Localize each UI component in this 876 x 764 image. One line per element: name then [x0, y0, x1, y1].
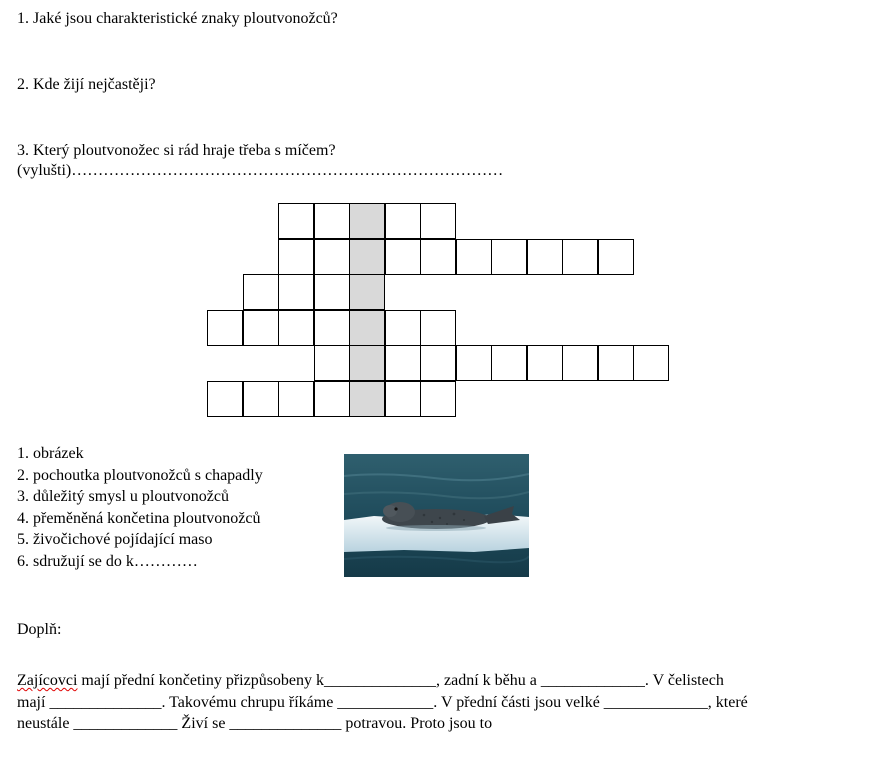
- fill-heading: Doplň:: [17, 621, 62, 638]
- crossword-cell: [420, 345, 456, 381]
- crossword-cell: [314, 381, 350, 417]
- question-1: 1. Jaké jsou charakteristické znaky ploutvonožců?: [17, 10, 338, 27]
- crossword-cell: [456, 239, 492, 275]
- crossword-cell: [385, 239, 421, 275]
- crossword-cell: [527, 345, 563, 381]
- seal-image: [344, 454, 529, 577]
- crossword-cell: [314, 310, 350, 346]
- clue-6: 6. sdružují se do k…………: [17, 552, 198, 570]
- crossword-cell: [349, 274, 385, 310]
- crossword-cell: [349, 345, 385, 381]
- crossword-cell: [349, 310, 385, 346]
- clue-2: 2. pochoutka ploutvonožců s chapadly: [17, 466, 263, 484]
- misspelled-word: Zajícovci: [17, 672, 78, 689]
- question-2: 2. Kde žijí nejčastěji?: [17, 76, 156, 93]
- crossword-cell: [207, 310, 243, 346]
- fill-line-1-text: mají přední končetiny přizpůsobeny k______________, zadní k běhu a _____________. V čelistech: [77, 672, 724, 689]
- crossword-cell: [278, 310, 314, 346]
- crossword-cell: [314, 345, 350, 381]
- crossword-cell: [562, 345, 598, 381]
- crossword-cell: [349, 203, 385, 239]
- clue-list: [17, 443, 263, 573]
- crossword-cell: [527, 239, 563, 275]
- crossword-cell: [349, 239, 385, 275]
- crossword-cell: [420, 239, 456, 275]
- crossword-cell: [278, 381, 314, 417]
- crossword-cell: [420, 310, 456, 346]
- crossword-cell: [385, 310, 421, 346]
- crossword-cell: [314, 274, 350, 310]
- clue-1: 1. obrázek: [17, 445, 84, 462]
- crossword-cell: [491, 345, 527, 381]
- crossword-cell: [633, 345, 669, 381]
- clue-3: 3. důležitý smysl u ploutvonožců: [17, 488, 229, 506]
- clue-4: 4. přeměněná končetina ploutvonožců: [17, 509, 261, 527]
- crossword-cell: [598, 345, 634, 381]
- crossword-cell: [243, 381, 279, 417]
- crossword-cell: [420, 203, 456, 239]
- crossword-cell: [420, 381, 456, 417]
- crossword-cell: [456, 345, 492, 381]
- crossword-cell: [562, 239, 598, 275]
- crossword-cell: [314, 239, 350, 275]
- crossword-cell: [385, 345, 421, 381]
- crossword-cell: [349, 381, 385, 417]
- fill-line-3: neustále _____________ Živí se ______________ potravou. Proto jsou to: [17, 715, 493, 732]
- question-3: 3. Který ploutvonožec si rád hraje třeba s míčem?: [17, 142, 336, 159]
- crossword-cell: [278, 203, 314, 239]
- crossword-cell: [278, 274, 314, 310]
- crossword-cell: [491, 239, 527, 275]
- crossword-cell: [598, 239, 634, 275]
- crossword-cell: [207, 381, 243, 417]
- fill-paragraph: [17, 670, 867, 735]
- fill-line-2: mají ______________. Takovému chrupu říkáme ____________. V přední části jsou velké _____________, které: [17, 693, 748, 711]
- crossword-cell: [385, 381, 421, 417]
- seal-photo: [344, 454, 529, 577]
- clue-5: 5. živočichové pojídající maso: [17, 531, 213, 549]
- crossword-cell: [243, 274, 279, 310]
- crossword-cell: [243, 310, 279, 346]
- crossword-cell: [385, 203, 421, 239]
- crossword-cell: [314, 203, 350, 239]
- crossword-cell: [278, 239, 314, 275]
- fill-line-1: [17, 670, 867, 692]
- question-3-hint: (vylušti)………………………………………………………………………: [17, 162, 504, 179]
